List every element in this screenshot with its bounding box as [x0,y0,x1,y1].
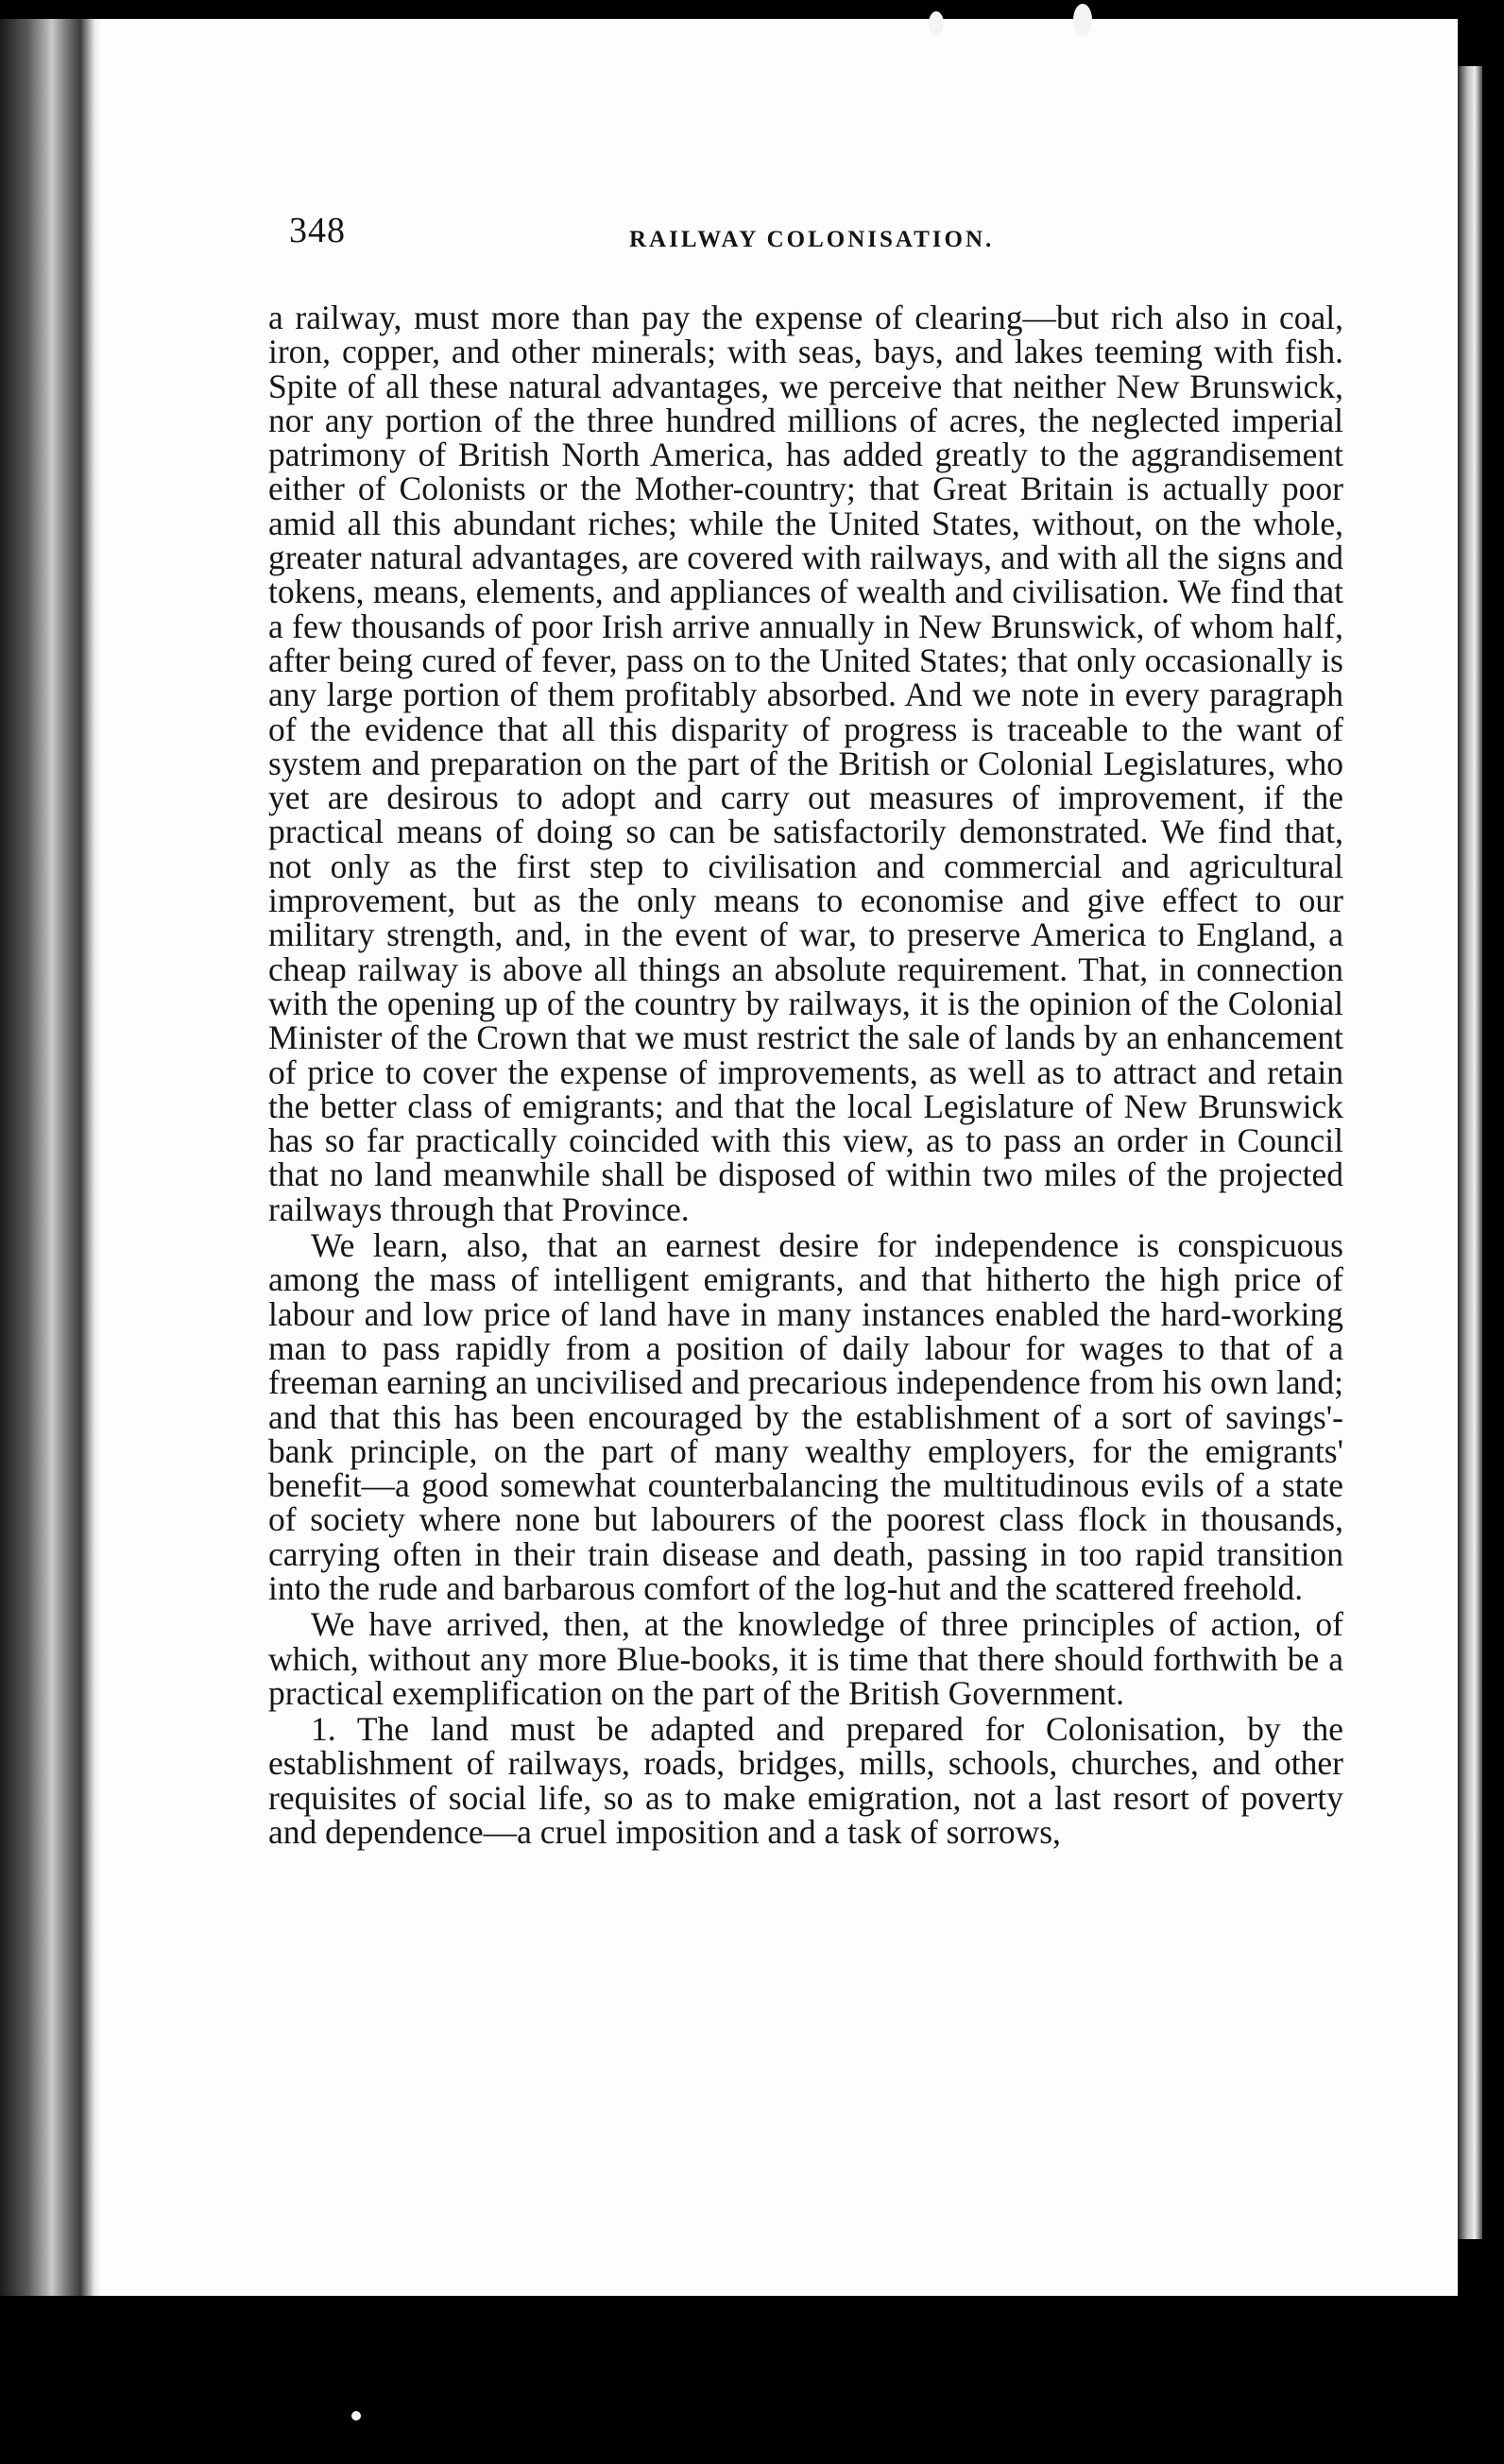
page-fore-edge [1458,66,1482,2239]
page-number: 348 [289,211,346,250]
body-text [268,299,1343,1852]
scan-speck [929,11,944,36]
book-spine-edge [0,19,102,2296]
paragraph: We have arrived, then, at the knowledge of three principles of action, of which, without any more Blue-books, it is time that there should forthwith be a practical exemplification on the part of the British Government. [268,1605,1343,1712]
scan-speck [1073,4,1092,36]
paragraph: 1. The land must be adapted and prepared for Colonisation, by the establishment of railways, roads, bridges, mills, schools, churches, and other requisites of social life, so as to make emigration, not a last resort of poverty and dependence—a cruel imposition and a task of sorrows, [268,1710,1343,1852]
paragraph: a railway, must more than pay the expense of clearing—but rich also in coal, iron, copper, and other minerals; with seas, bays, and lakes teeming with fish. Spite of all these natural advantages, we perceive that neither New Brunswick, nor any portion of the three hundred millions of acres, the neglected imperial patrimony of British North America, has added greatly to the aggrandisement either of Colonists or the Mother-country; that Great Britain is actually poor amid all this abundant riches; while the United States, without, on the whole, greater natural advantages, are covered with railways, and with all the signs and tokens, means, elements, and appliances of wealth and civilisation. We find that a few thousands of poor Irish arrive annually in New Brunswick, of whom half, after being cured of fever, pass on to the United States; that only occasionally is any large portion of them profitably absorbed. And we note in every paragraph of the evidence that all this disparity of progress is traceable to the want of system and preparation on the part of the British or Colonial Legislatures, who yet are desirous to adopt and carry out measures of improvement, if the practical means of doing so can be satisfactorily demonstrated. We find that, not only as the first step to civilisation and commercial and agricultural improvement, but as the only means to economise and give effect to our military strength, and, in the event of war, to preserve America to England, a cheap railway is above all things an absolute requirement. That, in connection with the opening up of the country by railways, it is the opinion of the Colonial Minister of the Crown that we must restrict the sale of lands by an enhancement of price to cover the expense of improvements, as well as to attract and retain the better class of emigrants; and that the local Legislature of New Brunswick has so far practically coincided with this view, as to pass an order in Council that no land meanwhile shall be disposed of within two miles of the projected railways through that Province. [268,299,1343,1228]
scan-speck [351,2411,361,2421]
page-header [289,210,1343,266]
running-head: RAILWAY COLONISATION. [629,227,995,252]
paragraph: We learn, also, that an earnest desire for independence is conspicuous among the mass of intelligent emigrants, and that hitherto the high price of labour and low price of land have in many instances enabled the hard-working man to pass rapidly from a position of daily labour for wages to that of a freeman earning an uncivilised and precarious independence from his own land; and that this has been encouraged by the establishment of a sort of savings'-bank principle, on the part of many wealthy employers, for the emigrants' benefit—a good somewhat counterbalancing the multitudinous evils of a state of society where none but labourers of the poorest class flock in thousands, carrying often in their train disease and death, passing in too rapid transition into the rude and barbarous comfort of the log-hut and the scattered freehold. [268,1226,1343,1607]
